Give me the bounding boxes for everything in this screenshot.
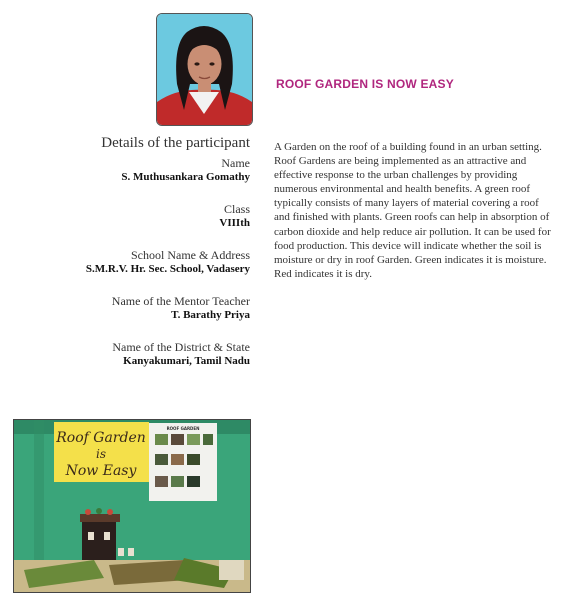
detail-district bbox=[0, 340, 250, 368]
poster-title: ROOF GARDEN bbox=[166, 426, 200, 431]
detail-value: S.M.R.V. Hr. Sec. School, Vadasery bbox=[85, 263, 250, 275]
banner-line-1: Roof Garden bbox=[56, 430, 146, 446]
detail-label: Name of the Mentor Teacher bbox=[111, 294, 250, 308]
detail-label: Name of the District & State bbox=[112, 340, 250, 354]
participant-portrait-image bbox=[157, 14, 252, 125]
banner-line-2: is bbox=[96, 447, 106, 461]
detail-school bbox=[0, 248, 250, 276]
exhibit-photo-image bbox=[14, 420, 250, 592]
detail-value: S. Muthusankara Gomathy bbox=[121, 171, 250, 183]
project-description: A Garden on the roof of a building found in an urban setting. Roof Gardens are being implemented as an attractive and effective response to the urban challenges by providing numerous environmental and health benefits. A green roof typically consists of many layers of material covering a roof and finished with plants. Green roofs can help in absorption of carbon dioxide and help reduce air pollution. It can be used for food production. This device will indicate whether the soil is moisture or dry in roof Garden. Green indicates it is moisture. Red indicates it is dry. bbox=[274, 141, 551, 280]
detail-value: Kanyakumari, Tamil Nadu bbox=[123, 355, 250, 367]
project-title: ROOF GARDEN IS NOW EASY bbox=[276, 77, 454, 91]
detail-value: VIIIth bbox=[219, 217, 250, 229]
details-heading: Details of the participant bbox=[101, 135, 250, 151]
detail-value: T. Barathy Priya bbox=[171, 309, 250, 321]
detail-name bbox=[0, 156, 250, 184]
project-exhibit-photo bbox=[13, 419, 251, 593]
detail-label: School Name & Address bbox=[131, 248, 250, 262]
participant-photo bbox=[156, 13, 253, 126]
detail-class bbox=[0, 202, 250, 230]
detail-label: Class bbox=[223, 202, 250, 216]
participant-details bbox=[0, 135, 250, 386]
banner-line-3: Now Easy bbox=[65, 463, 137, 479]
detail-label: Name bbox=[221, 156, 250, 170]
detail-mentor bbox=[0, 294, 250, 322]
